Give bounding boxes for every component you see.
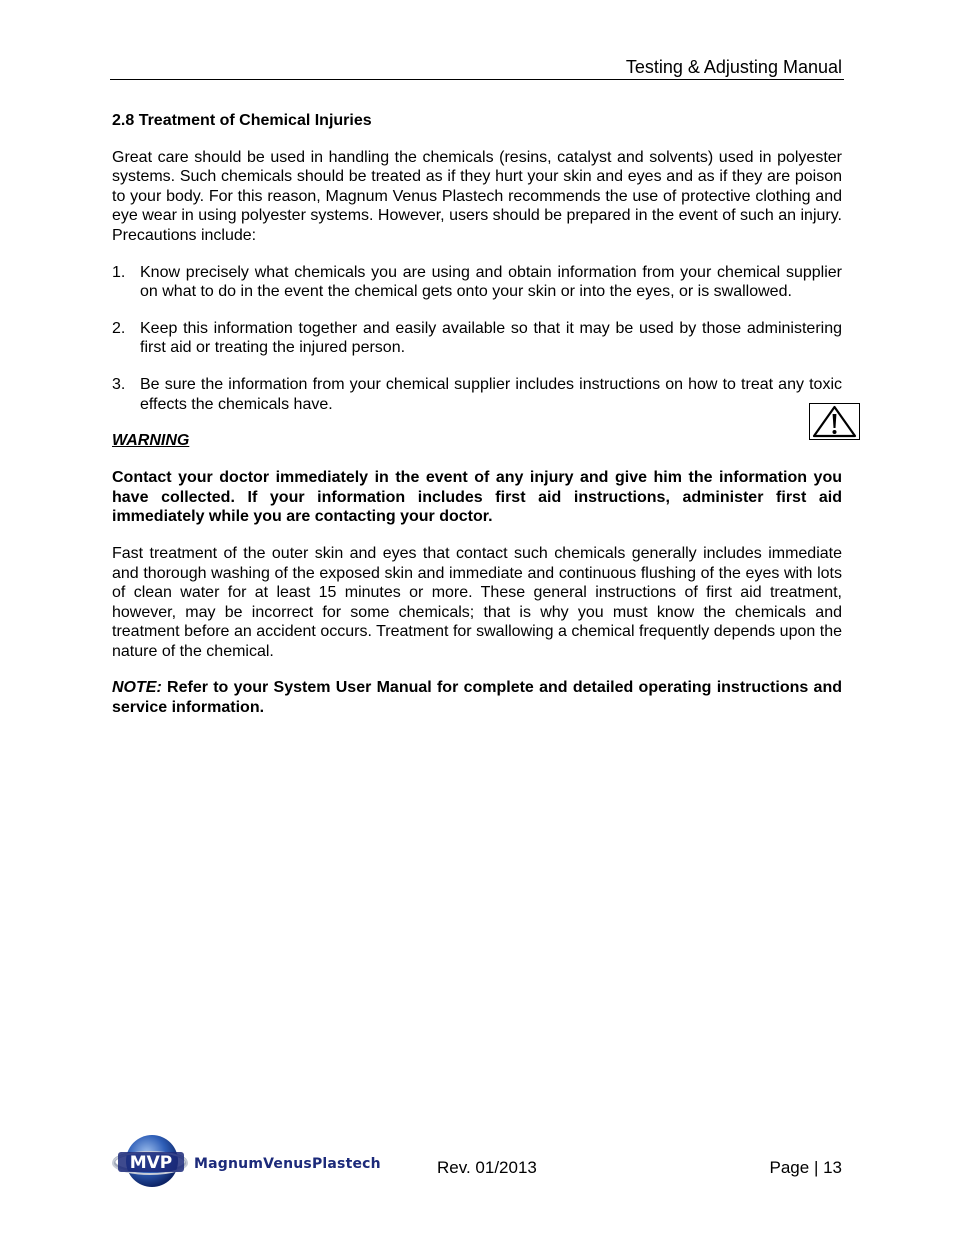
list-item	[112, 319, 842, 358]
list-number: 2.	[112, 319, 126, 337]
list-text: Be sure the information from your chemical supplier includes instructions on how to treat any toxic effects the chemicals have.	[140, 375, 842, 413]
note-label: NOTE:	[112, 679, 162, 697]
list-number: 1.	[112, 263, 126, 281]
document-body	[112, 111, 842, 735]
logo-mark: MVP	[129, 1153, 173, 1173]
list-number: 3.	[112, 375, 126, 393]
logo-wordmark: MagnumVenusPlastech	[194, 1156, 381, 1172]
company-logo	[110, 1130, 400, 1194]
section-title: 2.8 Treatment of Chemical Injuries	[112, 112, 372, 129]
warning-label: WARNING	[112, 432, 190, 450]
page-header	[110, 56, 844, 80]
precautions-list	[112, 263, 842, 415]
page-number: Page | 13	[769, 1158, 842, 1177]
page-footer	[110, 1130, 844, 1194]
warning-text: Contact your doctor immediately in the event of any injury and give him the information you have collected. If your information includes first aid instructions, administer first aid immediately while you are contacting your doctor.	[112, 469, 842, 526]
warning-triangle-icon	[809, 403, 860, 440]
revision-label: Rev. 01/2013	[437, 1158, 537, 1177]
note-paragraph	[112, 678, 842, 717]
mvp-globe-icon	[110, 1130, 194, 1194]
treatment-paragraph: Fast treatment of the outer skin and eyes that contact such chemicals generally includes immediate and thorough washing of the exposed skin and immediate and continuous flushing of the eyes with lots of clean water for at least 15 minutes or more. These general instructions of first aid treatment, however, may be incorrect for some chemicals; that is why you must know the chemicals and treatment before an accident occurs. Treatment for swallowing a chemical frequently depends upon the nature of the chemical.	[112, 544, 842, 660]
intro-paragraph: Great care should be used in handling the chemicals (resins, catalyst and solvents) used in polyester systems. Such chemicals should be treated as if they hurt your skin and eyes and as if they are poison to your body. For this reason, Magnum Venus Plastech recommends the use of protective clothing and eye wear in using polyester systems. However, users should be prepared in the event of such an injury. Precautions include:	[112, 148, 842, 244]
list-item	[112, 375, 842, 414]
header-title: Testing & Adjusting Manual	[625, 57, 842, 77]
list-text: Know precisely what chemicals you are using and obtain information from your chemical supplier on what to do in the event the chemical gets onto your skin or into the eyes, or is swallowed.	[140, 263, 842, 301]
list-item	[112, 263, 842, 302]
note-text: Refer to your System User Manual for complete and detailed operating instructions and service information.	[112, 679, 842, 717]
list-text: Keep this information together and easily available so that it may be used by those administering first aid or treating the injured person.	[140, 319, 842, 357]
warning-heading	[112, 431, 842, 451]
